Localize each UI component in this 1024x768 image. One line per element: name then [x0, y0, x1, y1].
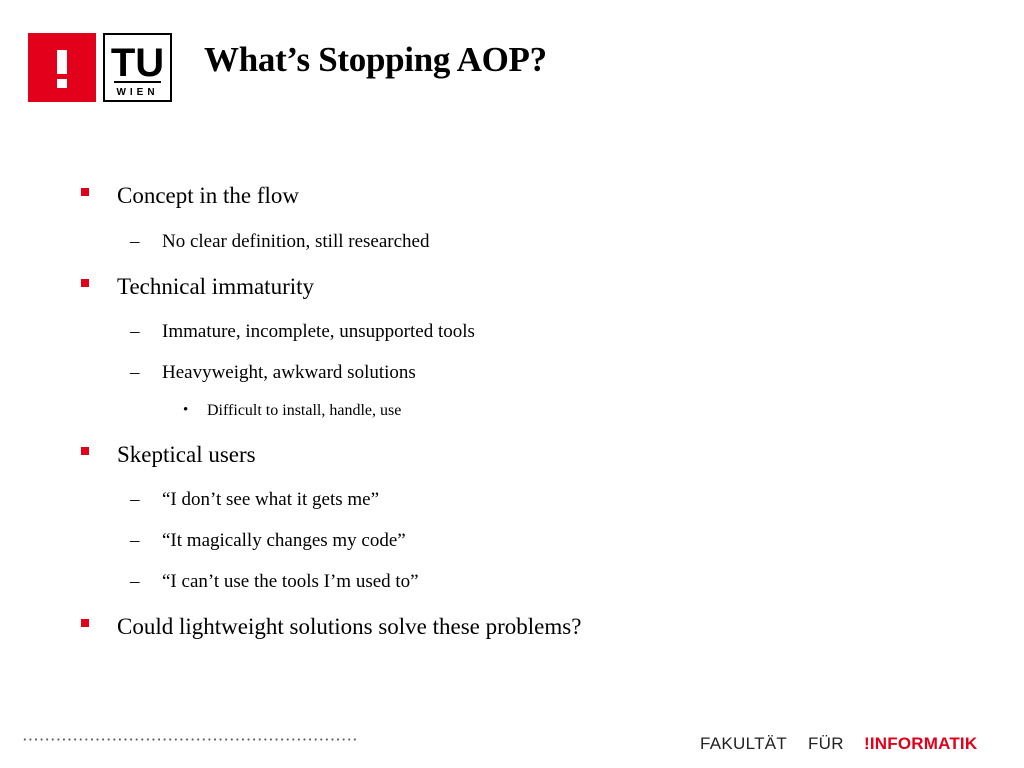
bullet-square-icon — [81, 279, 89, 287]
bullet-dash-icon: – — [130, 231, 140, 252]
footer-informatik: !INFORMATIK — [864, 734, 978, 753]
bullet-item: Heavyweight, awkward solutions — [162, 362, 416, 383]
tu-logo-letters: TU — [110, 41, 165, 85]
bullet-item: No clear definition, still researched — [162, 231, 430, 252]
bullet-dash-icon: – — [130, 321, 140, 342]
footer-dotted-line — [22, 738, 358, 741]
bullet-item: Immature, incomplete, unsupported tools — [162, 321, 475, 342]
bullet-item: Could lightweight solutions solve these problems? — [117, 614, 582, 639]
footer-fur: FÜR — [808, 734, 844, 753]
bullet-dot-icon: • — [183, 402, 189, 418]
bullet-item: Concept in the flow — [117, 183, 300, 208]
bullet-item: Difficult to install, handle, use — [207, 402, 402, 419]
bullet-dash-icon: – — [130, 530, 140, 551]
slide-title: What’s Stopping AOP? — [204, 40, 547, 79]
bullet-dash-icon: – — [130, 489, 140, 510]
bullet-dash-icon: – — [130, 362, 140, 383]
bullet-item: Skeptical users — [117, 442, 256, 467]
bullet-square-icon — [81, 619, 89, 627]
bullet-item: “I don’t see what it gets me” — [162, 489, 380, 510]
bullet-item: Technical immaturity — [117, 274, 315, 299]
bullet-item: “I can’t use the tools I’m used to” — [162, 571, 419, 592]
bullet-item: “It magically changes my code” — [162, 530, 406, 551]
bullet-square-icon — [81, 447, 89, 455]
bullet-square-icon — [81, 188, 89, 196]
footer-faculty: FAKULTÄT — [700, 734, 788, 753]
bullet-dash-icon: – — [130, 571, 140, 592]
tu-logo-sub: WIEN — [116, 87, 159, 98]
